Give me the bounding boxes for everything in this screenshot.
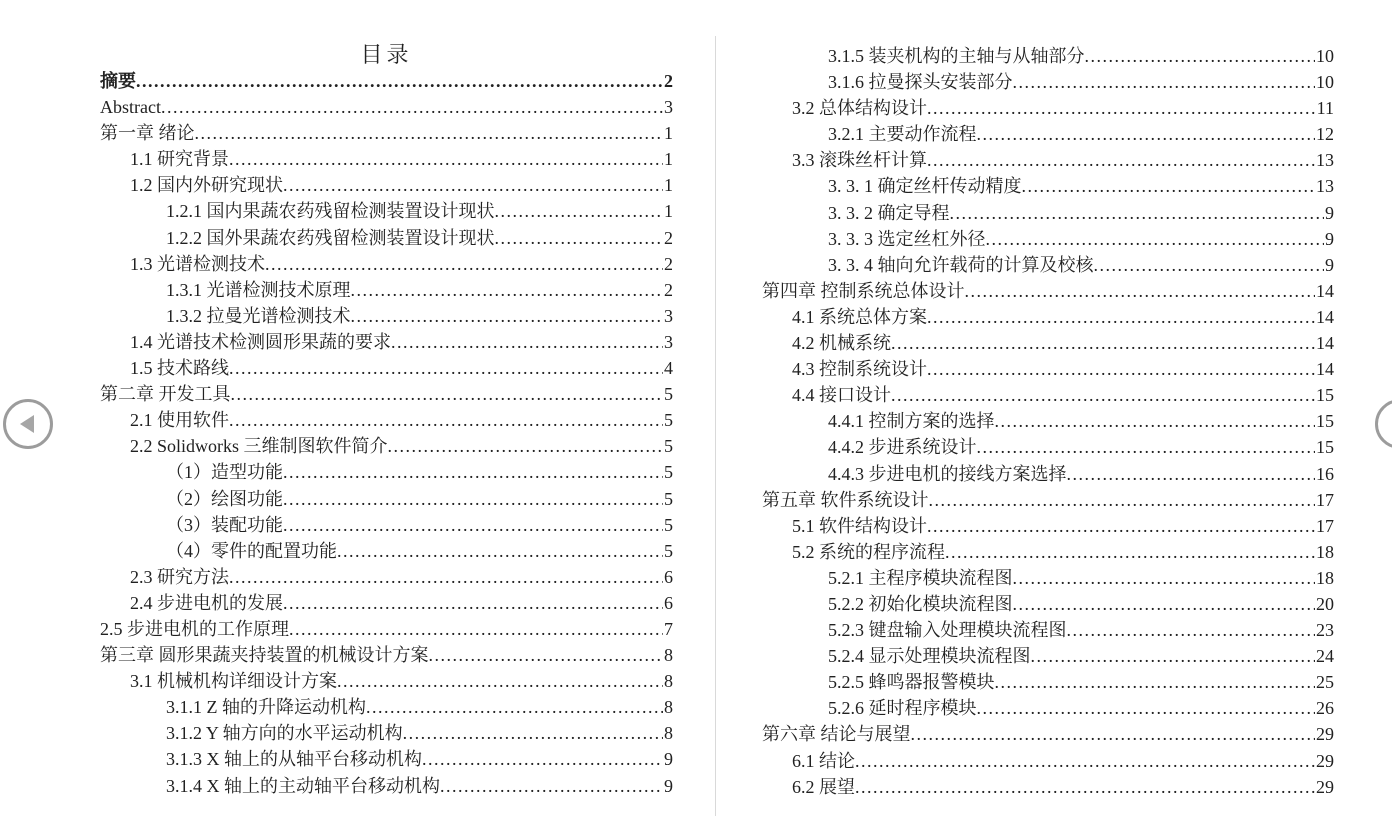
dot-leader <box>283 590 663 616</box>
toc-entry-label: 2.5 步进电机的工作原理 <box>100 618 289 639</box>
toc-entry[interactable] <box>100 564 673 590</box>
toc-list-left <box>100 68 673 799</box>
toc-entry-page-number: 3 <box>664 331 673 352</box>
toc-entry[interactable] <box>100 694 673 720</box>
toc-entry-page-number: 10 <box>1316 72 1334 93</box>
toc-entry-page-number: 1 <box>664 123 673 144</box>
toc-entry-label: 3.1.5 装夹机构的主轴与从轴部分 <box>828 46 1085 66</box>
next-page-button[interactable] <box>1375 399 1392 449</box>
dot-leader <box>429 642 664 668</box>
toc-entry[interactable] <box>100 329 673 355</box>
toc-entry-page-number: 16 <box>1316 463 1334 484</box>
toc-entry-label: 第四章 控制系统总体设计 <box>762 280 965 301</box>
toc-entry-page-number: 14 <box>1316 280 1334 301</box>
toc-entry-label: （3）装配功能 <box>166 514 283 535</box>
dot-leader <box>927 356 1315 382</box>
page-divider <box>715 36 716 816</box>
dot-leader <box>229 146 663 172</box>
dot-leader <box>977 695 1316 721</box>
left-arrow-icon <box>20 415 34 433</box>
toc-entry-label: 5.2.4 显示处理模块流程图 <box>828 646 1031 667</box>
toc-entry-label: 1.2.2 国外果蔬农药残留检测装置设计现状 <box>166 227 495 248</box>
toc-entry-page-number: 8 <box>664 671 673 692</box>
toc-entry-label: （1）造型功能 <box>166 462 283 483</box>
toc-entry[interactable] <box>762 643 1334 669</box>
toc-entry[interactable] <box>762 121 1334 147</box>
toc-entry[interactable] <box>762 252 1334 278</box>
toc-entry-page-number: 2 <box>664 279 673 300</box>
toc-entry[interactable] <box>762 695 1334 721</box>
dot-leader <box>929 487 1316 513</box>
toc-entry-label: 2.3 研究方法 <box>130 566 229 587</box>
toc-entry-label: 4.4.2 步进系统设计 <box>828 437 977 458</box>
dot-leader <box>229 355 663 381</box>
toc-entry-label: 3.1.3 X 轴上的从轴平台移动机构 <box>166 749 422 770</box>
toc-entry[interactable] <box>100 668 673 694</box>
toc-entry[interactable] <box>100 538 673 564</box>
toc-entry-page-number: 5 <box>664 436 673 457</box>
toc-entry[interactable] <box>100 590 673 616</box>
toc-entry-page-number: 6 <box>664 566 673 587</box>
toc-entry-page-number: 3 <box>664 97 673 118</box>
toc-entry-label: 3.2.1 主要动作流程 <box>828 124 977 145</box>
toc-title: 目录 <box>360 42 413 67</box>
toc-entry-page-number: 9 <box>1325 254 1334 275</box>
toc-entry[interactable] <box>762 95 1334 121</box>
toc-entry-label: 3. 3. 3 选定丝杠外径 <box>828 228 986 249</box>
dot-leader <box>495 225 664 251</box>
toc-entry-page-number: 29 <box>1316 724 1334 745</box>
toc-entry[interactable] <box>100 68 673 94</box>
toc-entry[interactable] <box>100 251 673 277</box>
toc-entry-label: 4.1 系统总体方案 <box>792 306 927 327</box>
toc-entry-label: 6.1 结论 <box>792 750 855 771</box>
dot-leader <box>1013 591 1316 617</box>
toc-entry-label: 5.2.1 主程序模块流程图 <box>828 567 1013 588</box>
toc-entry-page-number: 17 <box>1316 515 1334 536</box>
toc-entry[interactable] <box>762 356 1334 382</box>
toc-entry[interactable] <box>100 459 673 485</box>
toc-entry[interactable] <box>100 381 673 407</box>
toc-entry-page-number: 20 <box>1316 593 1334 614</box>
toc-entry-label: 第三章 圆形果蔬夹持装置的机械设计方案 <box>100 645 429 666</box>
toc-entry-page-number: 15 <box>1316 385 1334 406</box>
toc-entry[interactable] <box>762 434 1334 460</box>
toc-entry-label: 4.3 控制系统设计 <box>792 359 927 380</box>
dot-leader <box>403 720 663 746</box>
dot-leader <box>283 172 663 198</box>
toc-entry-page-number: 14 <box>1316 359 1334 380</box>
toc-entry-label: 1.2 国内外研究现状 <box>130 175 283 196</box>
toc-entry-page-number: 9 <box>664 775 673 796</box>
dot-leader <box>1067 461 1316 487</box>
toc-entry[interactable] <box>100 355 673 381</box>
dot-leader <box>1013 69 1316 95</box>
toc-entry[interactable] <box>762 304 1334 330</box>
toc-entry[interactable] <box>762 173 1334 199</box>
toc-entry-page-number: 1 <box>664 149 673 170</box>
toc-entry-label: 5.2.5 蜂鸣器报警模块 <box>828 672 995 693</box>
dot-leader <box>986 226 1325 252</box>
toc-entry[interactable] <box>100 277 673 303</box>
toc-entry-page-number: 8 <box>664 697 673 718</box>
toc-entry-label: 3. 3. 1 确定丝杆传动精度 <box>828 176 1022 197</box>
toc-entry[interactable] <box>100 303 673 329</box>
dot-leader <box>891 330 1315 356</box>
toc-entry-label: 1.1 研究背景 <box>130 149 229 170</box>
toc-entry-label: 4.4.1 控制方案的选择 <box>828 411 995 432</box>
toc-entry-page-number: 23 <box>1316 620 1334 641</box>
toc-entry-label: 第二章 开发工具 <box>100 384 231 405</box>
toc-entry[interactable] <box>762 487 1334 513</box>
toc-entry[interactable] <box>100 642 673 668</box>
toc-entry[interactable] <box>762 774 1334 800</box>
toc-entry[interactable] <box>762 382 1334 408</box>
toc-entry-label: 第六章 结论与展望 <box>762 724 911 745</box>
toc-entry[interactable] <box>100 146 673 172</box>
toc-entry-label: Abstract <box>100 97 161 118</box>
toc-entry-page-number: 3 <box>664 305 673 326</box>
toc-entry-label: 1.4 光谱技术检测圆形果蔬的要求 <box>130 331 391 352</box>
dot-leader <box>977 434 1316 460</box>
toc-entry-page-number: 2 <box>664 253 673 274</box>
toc-entry-page-number: 5 <box>664 462 673 483</box>
toc-entry-page-number: 29 <box>1316 776 1334 797</box>
dot-leader <box>283 459 663 485</box>
dot-leader <box>229 564 663 590</box>
dot-leader <box>351 303 664 329</box>
dot-leader <box>1031 643 1316 669</box>
toc-entry[interactable] <box>100 746 673 772</box>
toc-entry[interactable] <box>762 669 1334 695</box>
toc-entry[interactable] <box>100 512 673 538</box>
toc-entry-page-number: 13 <box>1316 176 1334 197</box>
toc-entry-label: 2.4 步进电机的发展 <box>130 592 283 613</box>
toc-entry[interactable] <box>100 198 673 224</box>
dot-leader <box>283 512 663 538</box>
toc-entry-page-number: 8 <box>664 645 673 666</box>
toc-entry[interactable] <box>762 591 1334 617</box>
toc-entry[interactable] <box>100 486 673 512</box>
toc-entry-label: 1.2.1 国内果蔬农药残留检测装置设计现状 <box>166 201 495 222</box>
dot-leader <box>927 147 1315 173</box>
dot-leader <box>977 121 1316 147</box>
dot-leader <box>911 721 1316 747</box>
dot-leader <box>1022 173 1316 199</box>
dot-leader <box>1085 43 1316 69</box>
dot-leader <box>265 251 663 277</box>
toc-entry-page-number: 1 <box>664 201 673 222</box>
dot-leader <box>351 277 664 303</box>
toc-entry-page-number: 1 <box>664 175 673 196</box>
toc-entry-label: 3.1.4 X 轴上的主动轴平台移动机构 <box>166 775 440 796</box>
toc-entry[interactable] <box>762 226 1334 252</box>
toc-entry[interactable] <box>762 200 1334 226</box>
dot-leader <box>950 200 1325 226</box>
toc-list-right <box>762 43 1334 800</box>
toc-entry[interactable] <box>100 616 673 642</box>
toc-entry-label: 6.2 展望 <box>792 776 855 797</box>
dot-leader <box>391 329 663 355</box>
toc-entry-label: 4.4.3 步进电机的接线方案选择 <box>828 463 1067 484</box>
toc-entry-page-number: 25 <box>1316 672 1334 693</box>
dot-leader <box>283 486 663 512</box>
toc-page-right <box>762 0 1334 800</box>
toc-entry-label: 5.2 系统的程序流程 <box>792 541 945 562</box>
dot-leader <box>231 381 664 407</box>
toc-entry-label: 3.1.1 Z 轴的升降运动机构 <box>166 697 366 718</box>
toc-entry[interactable] <box>100 773 673 799</box>
dot-leader <box>855 748 1315 774</box>
dot-leader <box>388 433 663 459</box>
toc-entry-page-number: 10 <box>1316 46 1334 66</box>
toc-entry-page-number: 15 <box>1316 437 1334 458</box>
toc-entry[interactable] <box>100 120 673 146</box>
toc-entry-page-number: 5 <box>664 384 673 405</box>
toc-entry-page-number: 18 <box>1316 541 1334 562</box>
dot-leader <box>1094 252 1325 278</box>
dot-leader <box>337 538 663 564</box>
toc-entry-page-number: 12 <box>1316 124 1334 145</box>
toc-entry-page-number: 5 <box>664 540 673 561</box>
toc-entry[interactable] <box>100 407 673 433</box>
toc-entry[interactable] <box>100 172 673 198</box>
toc-entry[interactable] <box>100 433 673 459</box>
toc-entry-label: 5.2.6 延时程序模块 <box>828 698 977 719</box>
toc-entry-label: 2.2 Solidworks 三维制图软件简介 <box>130 436 388 457</box>
toc-entry-page-number: 8 <box>664 723 673 744</box>
toc-entry[interactable] <box>762 278 1334 304</box>
toc-entry-page-number: 15 <box>1316 411 1334 432</box>
dot-leader <box>945 539 1315 565</box>
toc-entry-label: 3.1 机械机构详细设计方案 <box>130 671 337 692</box>
toc-entry-label: 3.1.6 拉曼探头安装部分 <box>828 72 1013 93</box>
dot-leader <box>136 68 663 94</box>
dot-leader <box>927 513 1315 539</box>
dot-leader <box>965 278 1316 304</box>
toc-entry[interactable] <box>762 513 1334 539</box>
toc-entry[interactable] <box>762 565 1334 591</box>
toc-entry-label: 4.4 接口设计 <box>792 385 891 406</box>
toc-entry-label: 1.3.2 拉曼光谱检测技术 <box>166 305 351 326</box>
toc-entry-page-number: 14 <box>1316 306 1334 327</box>
toc-entry[interactable] <box>100 94 673 120</box>
toc-entry[interactable] <box>100 225 673 251</box>
toc-entry-label: 2.1 使用软件 <box>130 410 229 431</box>
dot-leader <box>337 668 663 694</box>
toc-entry-label: （4）零件的配置功能 <box>166 540 337 561</box>
toc-entry-page-number: 9 <box>1325 202 1334 223</box>
toc-entry-label: 3.1.2 Y 轴方向的水平运动机构 <box>166 723 403 744</box>
toc-page-left <box>100 0 673 799</box>
toc-entry-page-number: 13 <box>1316 150 1334 171</box>
toc-entry-label: 1.3.1 光谱检测技术原理 <box>166 279 351 300</box>
toc-entry[interactable] <box>762 617 1334 643</box>
dot-leader <box>1013 565 1316 591</box>
toc-entry-page-number: 6 <box>664 592 673 613</box>
toc-entry[interactable] <box>762 69 1334 95</box>
dot-leader <box>927 95 1316 121</box>
toc-entry-page-number: 2 <box>664 227 673 248</box>
toc-entry[interactable] <box>762 330 1334 356</box>
toc-entry-page-number: 5 <box>664 488 673 509</box>
toc-entry-label: 5.1 软件结构设计 <box>792 515 927 536</box>
toc-entry[interactable] <box>762 408 1334 434</box>
toc-entry[interactable] <box>762 43 1334 69</box>
dot-leader <box>440 773 663 799</box>
toc-entry-page-number: 2 <box>664 71 673 91</box>
dot-leader <box>422 746 663 772</box>
toc-entry[interactable] <box>762 721 1334 747</box>
toc-entry-page-number: 5 <box>664 514 673 535</box>
toc-entry[interactable] <box>762 461 1334 487</box>
toc-entry-page-number: 14 <box>1316 333 1334 354</box>
toc-entry-page-number: 26 <box>1316 698 1334 719</box>
dot-leader <box>1067 617 1316 643</box>
toc-entry-label: 3. 3. 4 轴向允许载荷的计算及校核 <box>828 254 1094 275</box>
toc-entry-page-number: 4 <box>664 358 673 379</box>
toc-entry[interactable] <box>762 539 1334 565</box>
toc-entry-page-number: 5 <box>664 410 673 431</box>
dot-leader <box>855 774 1315 800</box>
toc-entry-page-number: 9 <box>664 749 673 770</box>
toc-entry-page-number: 9 <box>1325 228 1334 249</box>
toc-entry-label: 3. 3. 2 确定导程 <box>828 202 950 223</box>
toc-entry[interactable] <box>100 720 673 746</box>
toc-entry-page-number: 24 <box>1316 646 1334 667</box>
dot-leader <box>289 616 663 642</box>
toc-entry-page-number: 18 <box>1316 567 1334 588</box>
toc-entry-label: （2）绘图功能 <box>166 488 283 509</box>
toc-entry-label: 摘要 <box>100 71 136 91</box>
toc-entry-label: 第一章 绪论 <box>100 123 195 144</box>
dot-leader <box>161 94 663 120</box>
toc-entry-page-number: 11 <box>1316 98 1334 119</box>
toc-entry-label: 3.3 滚珠丝杆计算 <box>792 150 927 171</box>
toc-entry-page-number: 7 <box>664 618 673 639</box>
dot-leader <box>366 694 663 720</box>
dot-leader <box>995 669 1316 695</box>
dot-leader <box>195 120 664 146</box>
dot-leader <box>891 382 1315 408</box>
toc-entry[interactable] <box>762 748 1334 774</box>
toc-entry-label: 第五章 软件系统设计 <box>762 489 929 510</box>
toc-entry-label: 1.3 光谱检测技术 <box>130 253 265 274</box>
dot-leader <box>229 407 663 433</box>
toc-entry-page-number: 29 <box>1316 750 1334 771</box>
toc-entry-label: 5.2.3 键盘输入处理模块流程图 <box>828 620 1067 641</box>
prev-page-button[interactable] <box>3 399 53 449</box>
toc-entry-label: 3.2 总体结构设计 <box>792 98 927 119</box>
toc-entry-label: 5.2.2 初始化模块流程图 <box>828 593 1013 614</box>
dot-leader <box>927 304 1315 330</box>
toc-entry-label: 1.5 技术路线 <box>130 358 229 379</box>
toc-entry-page-number: 17 <box>1316 489 1334 510</box>
dot-leader <box>495 198 664 224</box>
toc-entry-label: 4.2 机械系统 <box>792 333 891 354</box>
toc-entry[interactable] <box>762 147 1334 173</box>
dot-leader <box>995 408 1316 434</box>
